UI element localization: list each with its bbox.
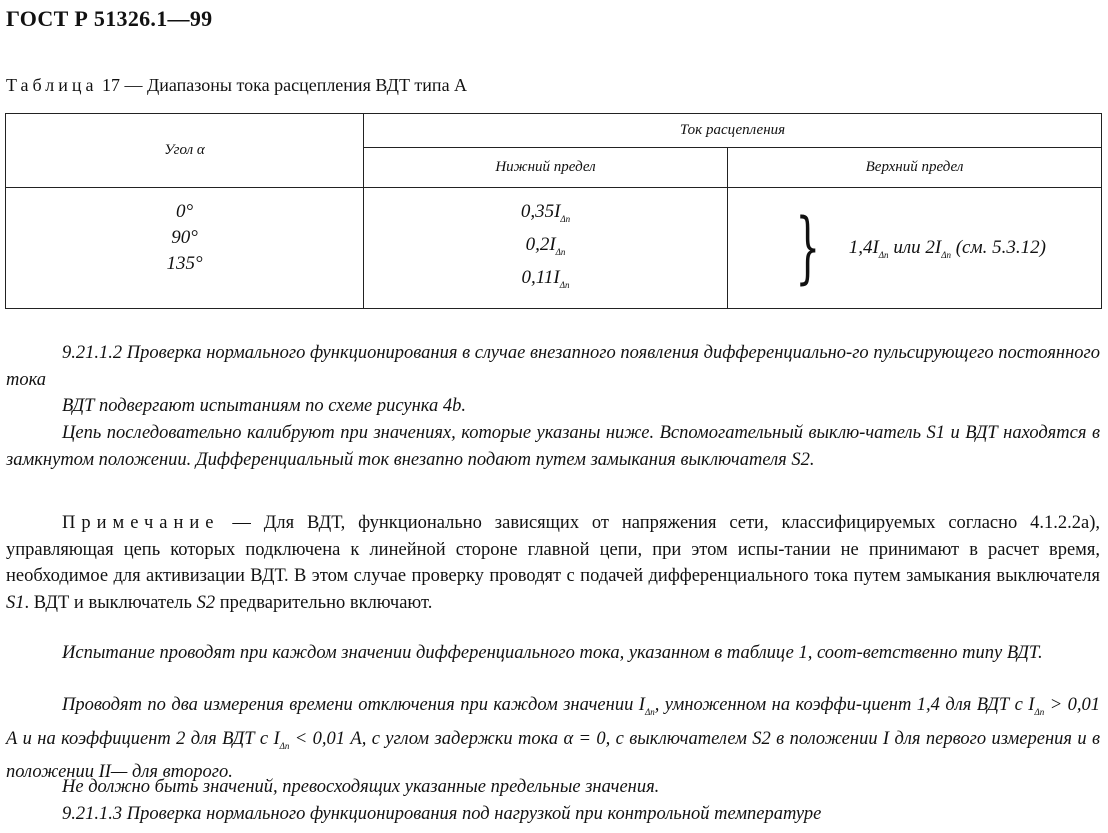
note-paragraph: Примечание — Для ВДТ, функционально зависящих от напряжения сети, классифицируемых согласно 4.1.2.2а), управляющая цепь которых подключена к линейной стороне главной цепи, при этом испы-тании не принимают в расчет время, необходимое для активизации ВДТ. В этом случае проверку проводят с подачей дифференциального тока путем замыкания выключателя S1. ВДТ и выключатель S2 предварительно включают. <box>6 513 1100 613</box>
note-label: Примечание <box>62 513 220 533</box>
paragraph-test-each-value: Испытание проводят при каждом значении дифференциального тока, указанном в таблице 1, соот-ветственно типу ВДТ. <box>62 643 1043 663</box>
paragraph-test-scheme: ВДТ подвергают испытаниям по схеме рисунка 4b. <box>62 396 467 416</box>
right-brace-icon: } <box>795 203 821 293</box>
lower-values-cell <box>364 188 728 309</box>
angle-value: 135° <box>166 253 203 274</box>
angle-value: 90° <box>171 227 198 248</box>
header-lower-limit: Нижний предел <box>364 148 728 188</box>
section-heading-9-21-1-3: 9.21.1.3 Проверка нормального функционирования под нагрузкой при контрольной температуре <box>62 804 822 824</box>
table-caption <box>6 75 467 96</box>
header-trip-current: Ток расцепления <box>364 114 1102 148</box>
angle-values-cell <box>6 188 364 309</box>
trip-current-table <box>5 113 1102 309</box>
paragraph-no-exceed: Не должно быть значений, превосходящих указанные предельные значения. <box>62 777 660 797</box>
angle-value: 0° <box>175 201 194 222</box>
header-upper-limit: Верхний предел <box>728 148 1102 188</box>
table-caption-text: 17 — Диапазоны тока расцепления ВДТ типа А <box>97 75 468 95</box>
upper-values-cell <box>728 188 1102 309</box>
upper-value: $1,4I_{\Delta n}$ или $2I_{\Delta n}$ (см. 5.3.12) <box>848 236 1046 260</box>
lower-list <box>521 199 570 298</box>
lower-value: $0,2I_{\Delta n}$ <box>525 233 566 257</box>
header-angle: Угол α <box>6 114 364 188</box>
section-heading-9-21-1-2: 9.21.1.2 Проверка нормального функционирования в случае внезапного появления дифференциально-го пульсирующего постоянного тока <box>6 343 1100 390</box>
paragraph-measurements: Проводят по два измерения времени отключения при каждом значении $I_{\Delta n}$, умноженном на коэффи-циент 1,4 для ВДТ с $I_{\Delta n} > 0,01$ А и на коэффициент 2 для ВДТ с $I_{\Delta n} < 0,01$ А, с углом задержки тока α = 0, с выключателем S2 в положении I для первого измерения и в положении II— для второго. <box>6 695 1100 782</box>
lower-value: $0,35I_{\Delta n}$ <box>520 200 571 224</box>
paragraph-calibration: Цепь последовательно калибруют при значениях, которые указаны ниже. Вспомогательный выклю-чатель S1 и ВДТ находятся в замкнутом положении. Дифференциальный ток внезапно подают путем замыкания выключателя S2. <box>6 423 1100 470</box>
document-header: ГОСТ Р 51326.1—99 <box>6 6 213 31</box>
table-caption-word: Таблица <box>6 75 98 95</box>
angle-list <box>166 199 202 277</box>
lower-value: $0,11I_{\Delta n}$ <box>521 266 570 290</box>
